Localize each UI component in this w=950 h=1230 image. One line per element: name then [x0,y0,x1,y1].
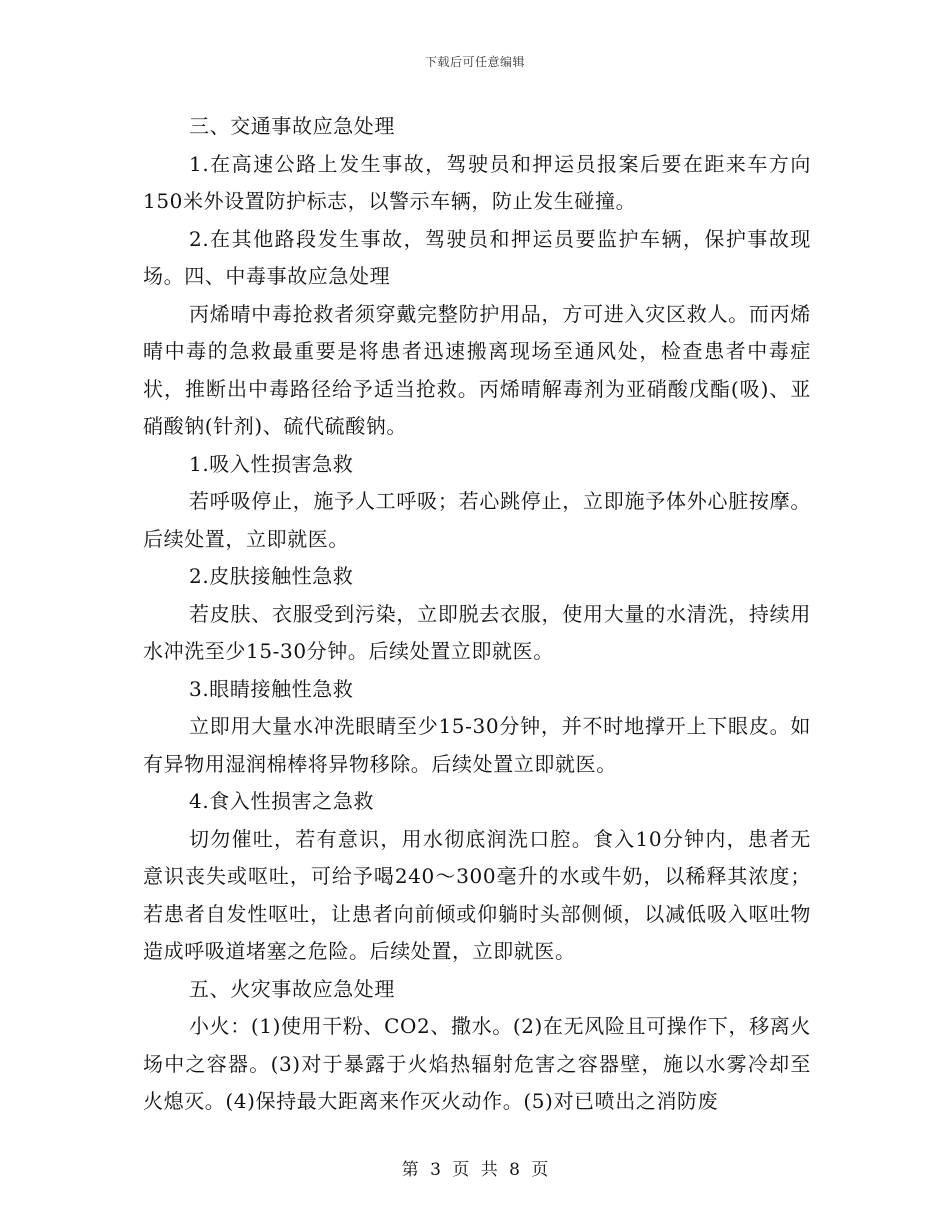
paragraph: 2.在其他路段发生事故，驾驶员和押运员要监护车辆，保护事故现场。四、中毒事故应急处理 [143,226,811,288]
paragraph: 立即用大量水冲洗眼睛至少15-30分钟，并不时地撑开上下眼皮。如有异物用湿润棉棒将异物移除。后续处置立即就医。 [143,714,811,776]
paragraph: 若皮肤、衣服受到污染，立即脱去衣服，使用大量的水清洗，持续用水冲洗至少15-30分钟。后续处置立即就医。 [143,601,811,663]
subheading-eyes: 3.眼睛接触性急救 [189,676,354,701]
paragraph: 小火：(1)使用干粉、CO2、撒水。(2)在无风险且可操作下，移离火场中之容器。(3)对于暴露于火焰热辐射危害之容器壁，施以水雾冷却至火熄灭。(4)保持最大距离来作灭火动作。(5)对已喷出之消防废 [143,1014,811,1113]
subheading-ingestion: 4.食入性损害之急救 [189,789,375,813]
paragraph: 1.在高速公路上发生事故，驾驶员和押运员报案后要在距来车方向150米外设置防护标志，以警示车辆，防止发生碰撞。 [143,151,811,213]
section-heading-fire: 五、火灾事故应急处理 [189,976,395,1001]
paragraph: 切勿催吐，若有意识，用水彻底润洗口腔。食入10分钟内，患者无意识丧失或呕吐，可给予喝240～300毫升的水或牛奶，以稀释其浓度；若患者自发性呕吐，让患者向前倾或仰躺时头部侧倾，以减低吸入呕吐物造成呼吸道堵塞之危险。后续处置，立即就医。 [143,826,811,963]
page-header-note: 下载后可任意编辑 [424,55,525,69]
page-number: 第 3 页 共 8 页 [401,1160,549,1180]
document-body [143,108,811,1121]
section-heading-traffic: 三、交通事故应急处理 [189,114,395,138]
subheading-inhalation: 1.吸入性损害急救 [189,451,354,476]
paragraph: 丙烯晴中毒抢救者须穿戴完整防护用品，方可进入灾区救人。而丙烯晴中毒的急救最重要是将患者迅速搬离现场至通风处，检查患者中毒症状，推断出中毒路径给予适当抢救。丙烯晴解毒剂为亚硝酸戊酯(吸)、亚硝酸钠(针剂)、硫代硫酸钠。 [143,301,811,438]
paragraph: 若呼吸停止，施予人工呼吸；若心跳停止，立即施予体外心脏按摩。后续处置，立即就医。 [143,489,811,551]
subheading-skin: 2.皮肤接触性急救 [189,564,354,588]
